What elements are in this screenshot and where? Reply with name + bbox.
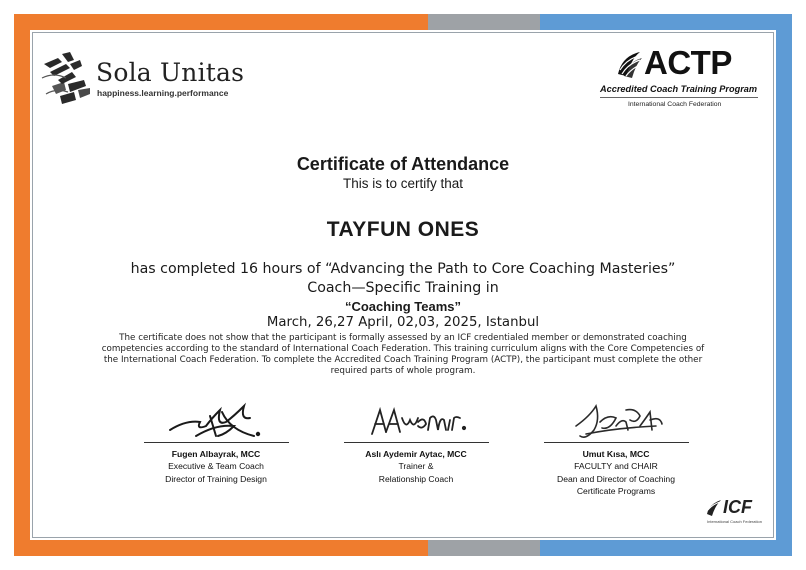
training-dates: March, 26,27 April, 02,03, 2025, Istanbul: [266, 315, 540, 330]
certificate-subtitle: This is to certify that: [342, 176, 464, 191]
frame-bottom-orange: [14, 540, 428, 556]
icf-swoosh-icon: [705, 498, 723, 518]
signatory-2-role: Trainer &: [398, 461, 434, 472]
signatory-1-title: Director of Training Design: [165, 473, 267, 484]
frame-bottom-gray: [428, 540, 540, 556]
icf-globe-icon: [612, 48, 646, 82]
signature-2-line: [344, 442, 489, 443]
sola-unitas-tagline: happiness.learning.performance: [97, 88, 229, 98]
signatory-2-name: Aslı Aydemir Aytac, MCC: [365, 449, 467, 459]
frame-bottom-blue: [540, 540, 792, 556]
frame-top-blue: [540, 14, 792, 30]
program-name: “Coaching Teams”: [344, 299, 462, 314]
signature-1-line: [144, 442, 289, 443]
signatory-1-name: Fugen Albayrak, MCC: [171, 449, 261, 459]
sola-unitas-bird-icon: [40, 50, 94, 106]
signature-1-image: [156, 396, 276, 442]
frame-top-orange: [14, 14, 428, 30]
signature-block-2: [331, 396, 501, 485]
icf-wordmark: ICF: [723, 497, 752, 517]
disclaimer-text: The certificate does not show that the participant is formally assessed by an ICF credentialed member or demonstrated coaching competencies according to the standard of International Coach Federation. This training curriculum aligns with the Core Competencies of the International Coach Federation. To complete the Accredited Coach Training Program (ACTP), the participant must complete the other required parts of whole program.: [101, 333, 705, 376]
signature-3-image: [556, 396, 676, 442]
signatory-3-title-2: Certificate Programs: [576, 485, 656, 496]
frame-left: [14, 14, 30, 556]
icf-caption: International Coach Federation: [707, 519, 762, 524]
signatory-2-title: Relationship Coach: [378, 473, 454, 484]
actp-subtitle: Accredited Coach Training Program: [600, 84, 758, 94]
frame-top-gray: [428, 14, 540, 30]
icf-logo: [705, 499, 765, 527]
completion-statement: has completed 16 hours of “Advancing the Path to Core Coaching Masteries”: [130, 261, 676, 277]
certificate-title: Certificate of Attendance: [296, 154, 510, 174]
actp-org-name: International Coach Federation: [628, 101, 722, 108]
signature-2-image: [356, 396, 476, 442]
actp-divider: [600, 97, 758, 98]
actp-logo: [598, 46, 766, 112]
signatory-1-role: Executive & Team Coach: [168, 461, 264, 472]
sola-unitas-wordmark: Sola Unitas: [96, 58, 245, 87]
signatory-3-role: FACULTY and CHAIR: [574, 461, 658, 472]
frame-right: [776, 14, 792, 556]
recipient-name: TAYFUN ONES: [326, 218, 480, 241]
training-type: Coach—Specific Training in: [307, 280, 499, 296]
signatory-3-title: Dean and Director of Coaching: [557, 473, 675, 484]
signature-3-line: [544, 442, 689, 443]
signatory-3-name: Umut Kısa, MCC: [582, 449, 650, 459]
signature-block-3: [531, 396, 701, 497]
signature-block-1: [131, 396, 301, 485]
sola-unitas-logo: [40, 50, 245, 106]
actp-wordmark: ACTP: [644, 44, 732, 81]
